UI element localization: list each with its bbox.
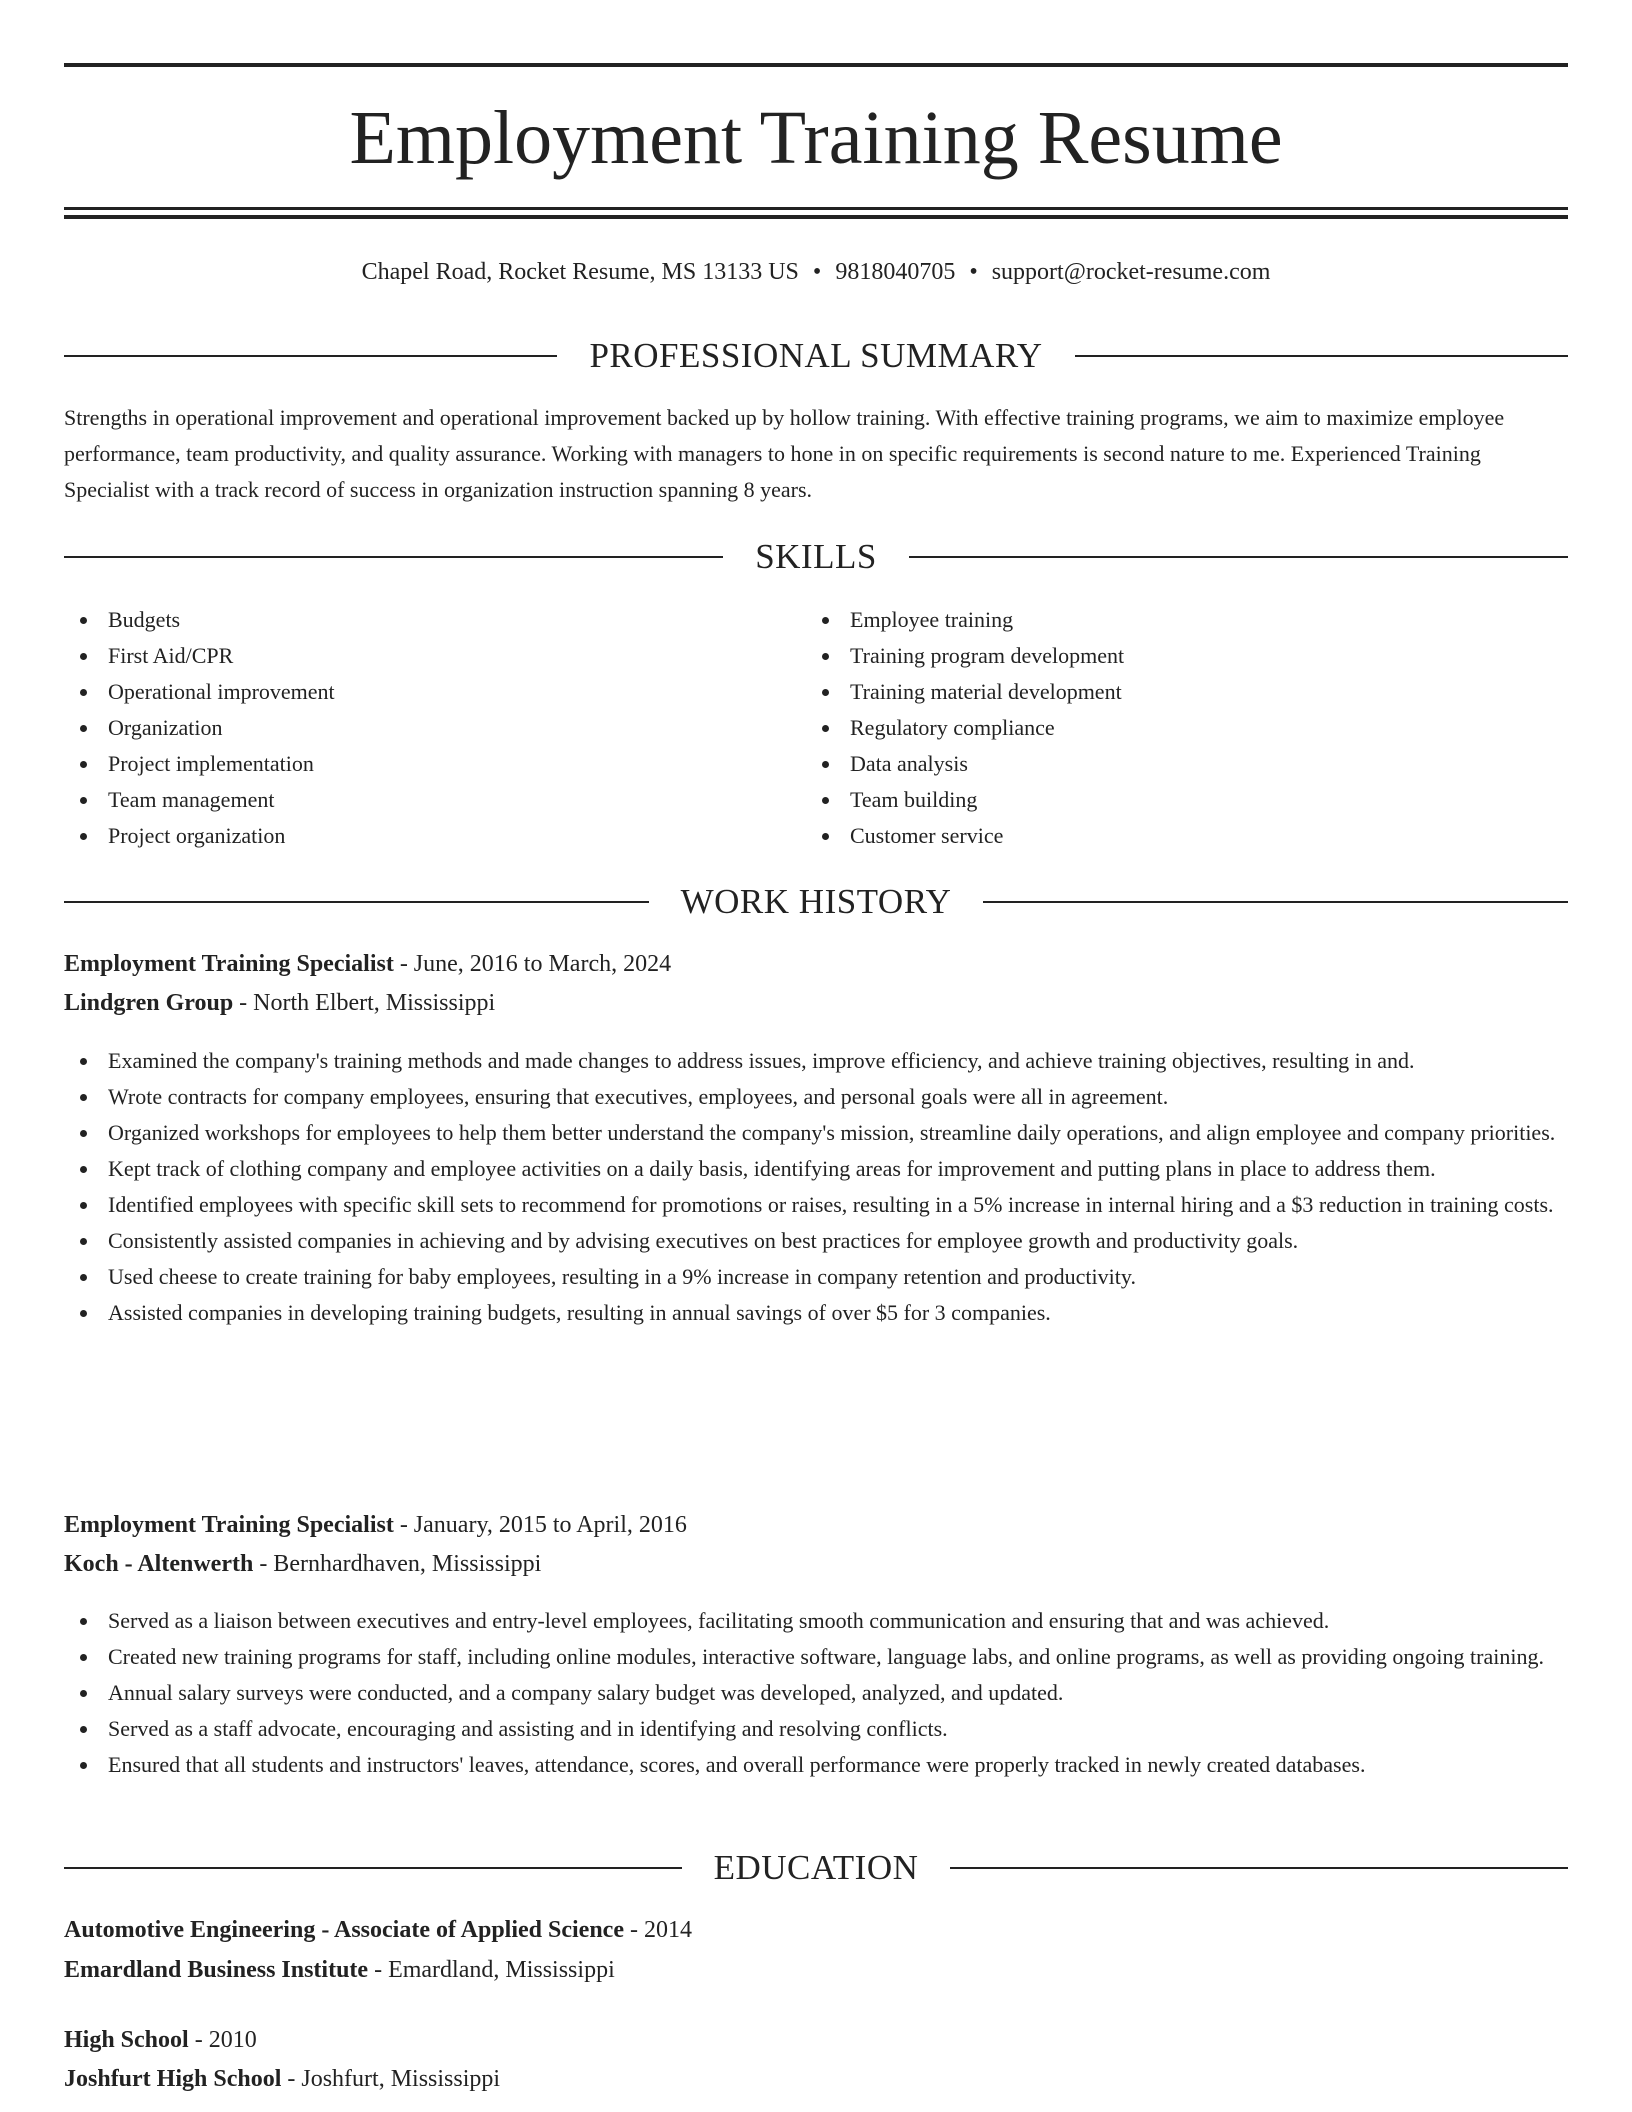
skills-column-right	[806, 602, 1548, 854]
skills-heading	[64, 535, 1568, 579]
skill-item: Team building	[806, 782, 1548, 818]
job-company: Koch - Altenwerth	[64, 1551, 254, 1577]
header-bottom-rule-1	[64, 207, 1568, 210]
job-bullet: Examined the company's training methods and made changes to address issues, improve efficiency, and achieve training objectives, resulting in and.	[64, 1043, 1568, 1079]
skill-item: Training material development	[806, 674, 1548, 710]
job-company: Lindgren Group	[64, 990, 234, 1016]
skill-item: Project implementation	[64, 746, 806, 782]
education-heading-label: EDUCATION	[713, 1848, 919, 1887]
education-school-line	[64, 1951, 1568, 1989]
contact-line	[64, 256, 1568, 288]
job-bullet: Organized workshops for employees to help them better understand the company's mission, streamline daily operations, and align employee and company priorities.	[64, 1115, 1568, 1151]
heading-rule-right	[1075, 355, 1568, 357]
skill-item: Customer service	[806, 818, 1548, 854]
skills-list	[64, 602, 1568, 854]
summary-heading-label: PROFESSIONAL SUMMARY	[589, 336, 1043, 375]
job-company-line	[64, 1545, 1568, 1583]
job-bullet: Served as a staff advocate, encouraging and assisting and in identifying and resolving conflicts.	[64, 1711, 1568, 1747]
heading-rule-left	[64, 1867, 682, 1869]
heading-rule-right	[950, 1867, 1568, 1869]
job-bullet: Consistently assisted companies in achieving and by advising executives on best practices for employee growth and productivity goals.	[64, 1223, 1568, 1259]
education-year: - 2010	[188, 2027, 257, 2053]
education-school: Emardland Business Institute	[64, 1957, 369, 1983]
job-title-line	[64, 1506, 1568, 1544]
education-year: - 2014	[623, 1917, 692, 1943]
job-dates: - June, 2016 to March, 2024	[393, 951, 672, 977]
job-location: - North Elbert, Mississippi	[233, 990, 496, 1016]
contact-phone: 9818040705	[835, 259, 956, 285]
work-heading	[64, 880, 1568, 924]
skill-item: Organization	[64, 710, 806, 746]
heading-rule-left	[64, 556, 723, 558]
job-bullet: Identified employees with specific skill sets to recommend for promotions or raises, resulting in a 5% increase in internal hiring and a $3 reduction in training costs.	[64, 1187, 1568, 1223]
skill-item: Employee training	[806, 602, 1548, 638]
job-title-line	[64, 945, 1568, 983]
education-school-line	[64, 2060, 1568, 2098]
job-bullet: Used cheese to create training for baby employees, resulting in a 9% increase in company retention and productivity.	[64, 1259, 1568, 1295]
job-bullet: Wrote contracts for company employees, ensuring that executives, employees, and personal goals were all in agreement.	[64, 1079, 1568, 1115]
job-bullets	[64, 1603, 1568, 1783]
heading-rule-left	[64, 355, 557, 357]
job-title: Employment Training Specialist	[64, 951, 394, 977]
education-degree-line	[64, 1911, 1568, 1949]
job-dates: - January, 2015 to April, 2016	[393, 1512, 687, 1538]
job-title: Employment Training Specialist	[64, 1512, 394, 1538]
job-bullet: Annual salary surveys were conducted, and a company salary budget was developed, analyzed, and updated.	[64, 1675, 1568, 1711]
contact-separator: •	[812, 259, 822, 285]
job-bullet: Assisted companies in developing training budgets, resulting in annual savings of over $5 for 3 companies.	[64, 1295, 1568, 1331]
heading-rule-right	[983, 901, 1568, 903]
job-bullets	[64, 1043, 1568, 1331]
contact-email: support@rocket-resume.com	[991, 259, 1271, 285]
job-bullet: Kept track of clothing company and employee activities on a daily basis, identifying areas for improvement and putting plans in place to address them.	[64, 1151, 1568, 1187]
heading-rule-right	[909, 556, 1568, 558]
header-bottom-rule-2	[64, 215, 1568, 219]
skill-item: Operational improvement	[64, 674, 806, 710]
education-degree: High School	[64, 2027, 189, 2053]
skill-item: Budgets	[64, 602, 806, 638]
job-bullet: Served as a liaison between executives and entry-level employees, facilitating smooth communication and ensuring that and was achieved.	[64, 1603, 1568, 1639]
contact-separator: •	[969, 259, 978, 285]
skill-item: Regulatory compliance	[806, 710, 1548, 746]
skill-item: Data analysis	[806, 746, 1548, 782]
job-company-line	[64, 984, 1568, 1022]
education-location: - Joshfurt, Mississippi	[281, 2066, 501, 2092]
education-degree-line	[64, 2021, 1568, 2059]
work-heading-label: WORK HISTORY	[680, 882, 952, 921]
heading-rule-left	[64, 901, 649, 903]
skill-item: First Aid/CPR	[64, 638, 806, 674]
job-bullet: Created new training programs for staff, including online modules, interactive software, language labs, and online programs, as well as providing ongoing training.	[64, 1639, 1568, 1675]
skill-item: Project organization	[64, 818, 806, 854]
job-bullet: Ensured that all students and instructors' leaves, attendance, scores, and overall performance were properly tracked in newly created databases.	[64, 1747, 1568, 1783]
job-location: - Bernhardhaven, Mississippi	[253, 1551, 542, 1577]
skills-heading-label: SKILLS	[755, 537, 877, 576]
education-school: Joshfurt High School	[64, 2066, 282, 2092]
summary-heading	[64, 334, 1568, 378]
education-heading	[64, 1846, 1568, 1890]
education-location: - Emardland, Mississippi	[368, 1957, 615, 1983]
skill-item: Training program development	[806, 638, 1548, 674]
skill-item: Team management	[64, 782, 806, 818]
header-top-rule	[64, 63, 1568, 67]
education-degree: Automotive Engineering - Associate of Applied Science	[64, 1917, 624, 1943]
summary-text: Strengths in operational improvement and operational improvement backed up by hollow training. With effective training programs, we aim to maximize employee performance, team productivity, and quality assurance. Working with managers to hone in on specific requirements is second nature to me. Experienced Training Specialist with a track record of success in organization instruction spanning 8 years.	[64, 405, 1505, 502]
resume-title: Employment Training Resume	[349, 96, 1283, 180]
skills-column-left	[64, 602, 806, 854]
contact-address: Chapel Road, Rocket Resume, MS 13133 US	[361, 259, 799, 285]
